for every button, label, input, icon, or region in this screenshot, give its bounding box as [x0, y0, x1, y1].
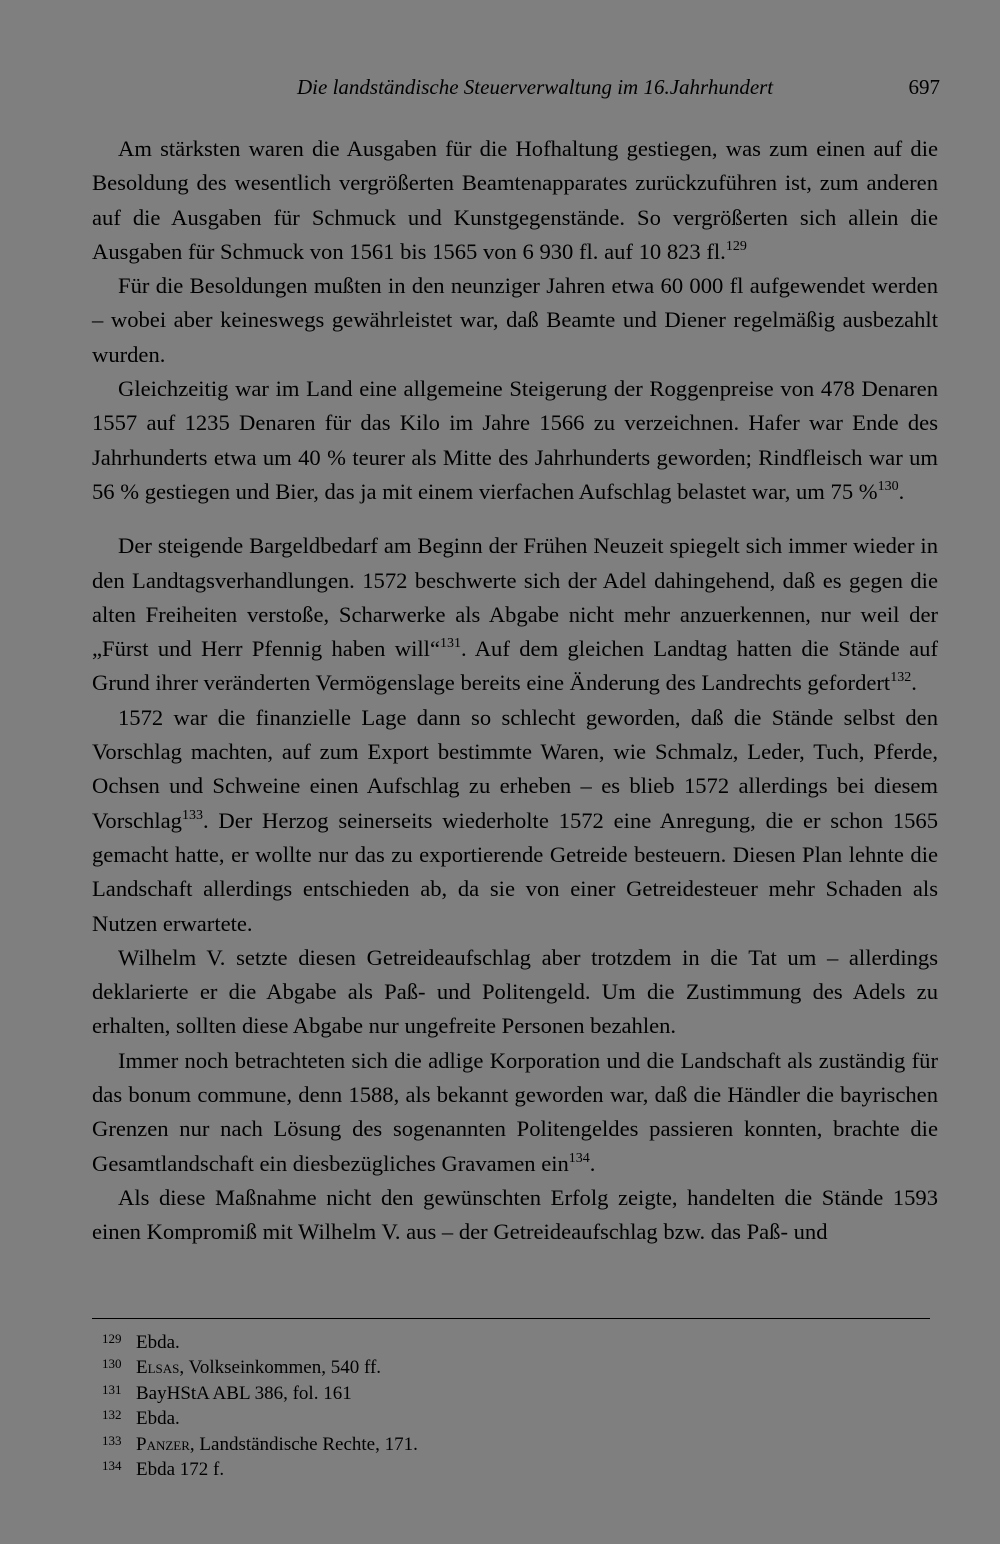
- footnote: 131 BayHStA ABL 386, fol. 161: [102, 1381, 352, 1404]
- footnote-text: Ebda.: [136, 1332, 180, 1353]
- paragraph-text: .: [898, 478, 905, 504]
- footnote: 133 Panzer, Landständische Rechte, 171.: [102, 1432, 418, 1455]
- footnote-text: , Volkseinkommen, 540 ff.: [179, 1357, 382, 1379]
- paragraph: [92, 529, 938, 700]
- footnote-ref: 129: [725, 238, 747, 254]
- footnote-text: Ebda 172 f.: [136, 1459, 225, 1481]
- paragraph-text: . Der Herzog seinerseits wiederholte 1572 eine Anregung, die er schon 1565 gemacht hatte, er wollte nur das zu exportierende Getreide besteuern. Diesen Plan lehnte die Landschaft allerdings entschieden ab, da sie von einer Getreidesteuer mehr Schaden als Nutzen erwartete.: [92, 807, 938, 936]
- paragraph: [92, 372, 938, 509]
- paragraph-text: .: [589, 1150, 596, 1176]
- footnote-text: Ebda.: [136, 1408, 180, 1430]
- paragraph: [92, 1181, 938, 1250]
- footnote-text: , Landständische Rechte, 171.: [189, 1433, 418, 1455]
- paragraph-text: Gleichzeitig war im Land eine allgemeine Steigerung der Roggenpreise von 478 Denaren 1557 auf 1235 Denaren für das Kilo im Jahre 1566 zu verzeichnen. Hafer war Ende des Jahrhunderts etwa um 40 % teurer als Mitte des Jahrhunderts geworden; Rindfleisch war um 56 % gestiegen und Bier, das ja mit einem vierfachen Aufschlag belastet war, um 75 %: [92, 376, 938, 504]
- footnote-ref: 130: [877, 478, 899, 494]
- footnote-ref: 133: [181, 807, 203, 823]
- paragraph: [92, 269, 938, 372]
- footnote: 134 Ebda 172 f.: [102, 1458, 225, 1481]
- footnote-text: BayHStA ABL 386, fol. 161: [136, 1382, 352, 1404]
- footnote: 129 Ebda.: [102, 1331, 180, 1353]
- paragraph: [92, 132, 938, 269]
- footnote: 132 Ebda.: [102, 1407, 180, 1430]
- paragraph: [92, 941, 938, 1044]
- footnote-ref: 131: [439, 636, 461, 652]
- paragraph-text: Am stärksten waren die Ausgaben für die Hofhaltung gestiegen, was zum einen auf die Besoldung des wesentlich vergrößerten Beamtenapparates zurückzuführen ist, zum anderen auf die Ausgaben für Schmuck und Kunstgegenstände. So vergrößerten sich allein die Ausgaben für Schmuck von 1561 bis 1565 von 6 930 fl. auf 10 823 fl.: [92, 136, 938, 264]
- page-number: 697: [908, 75, 940, 99]
- footnote-ref: 134: [568, 1150, 590, 1166]
- paragraph-text: Der steigende Bargeldbedarf am Beginn der Frühen Neuzeit spiegelt sich immer wieder in den Landtagsverhandlungen. 1572 beschwerte sich der Adel dahingehend, daß es gegen die alten Freiheiten verstoße, Scharwerke als Abgabe nicht mehr anzuerkennen, nur weil der „Fürst und Herr Pfennig haben will“: [92, 533, 938, 662]
- paragraph-text: Immer noch betrachteten sich die adlige Korporation und die Landschaft als zuständig für das bonum commune, denn 1588, als bekannt geworden war, daß die Händler die bayrischen Grenzen nur nach Lösung des sogenannten Politengeldes passieren konnten, brachte die Gesamtlandschaft ein diesbezügliches Gravamen ein: [92, 1047, 938, 1176]
- paragraph-text: Als diese Maßnahme nicht den gewünschten Erfolg zeigte, handelten die Stände 1593 einen Kompromiß mit Wilhelm V. aus – der Getreideaufschlag bzw. das Paß- und: [92, 1184, 938, 1245]
- paragraph-text: Für die Besoldungen mußten in den neunziger Jahren etwa 60 000 fl aufgewendet werden – wobei aber keineswegs gewährleistet war, daß Beamte und Diener regelmäßig ausbezahlt wurden.: [92, 273, 938, 367]
- paragraph-text: 1572 war die finanzielle Lage dann so schlecht geworden, daß die Stände selbst den Vorschlag machten, auf zum Export bestimmte Waren, wie Schmalz, Leder, Tuch, Pferde, Ochsen und Schweine einen Aufschlag zu erheben – es blieb 1572 allerdings bei diesem Vorschlag: [92, 704, 938, 833]
- running-title: Die landständische Steuerverwaltung im 16.Jahrhundert: [297, 75, 774, 99]
- body-text: [92, 132, 938, 1250]
- footnote-ref: 132: [890, 670, 912, 686]
- footnotes: [102, 1330, 418, 1482]
- paragraph-text: .: [911, 670, 917, 696]
- footnote: 130 Elsas, Volkseinkommen, 540 ff.: [102, 1356, 382, 1379]
- paragraph: [92, 1044, 938, 1181]
- footnote-author: Elsas: [136, 1357, 180, 1379]
- footnote-author: Panzer: [136, 1433, 190, 1455]
- running-header: [0, 70, 1000, 104]
- paragraph-text: Wilhelm V. setzte diesen Getreideaufschlag aber trotzdem in die Tat um – allerdings deklarierte er die Abgabe als Paß- und Politengeld. Um die Zustimmung des Adels zu erhalten, sollten diese Abgabe nur ungefreite Personen bezahlen.: [92, 944, 938, 1039]
- footnote-divider: [92, 1318, 930, 1319]
- paragraph: [92, 701, 938, 941]
- paragraph-text: . Auf dem gleichen Landtag hatten die Stände auf Grund ihrer veränderten Vermögenslage bereits eine Änderung des Landrechts gefordert: [92, 636, 938, 696]
